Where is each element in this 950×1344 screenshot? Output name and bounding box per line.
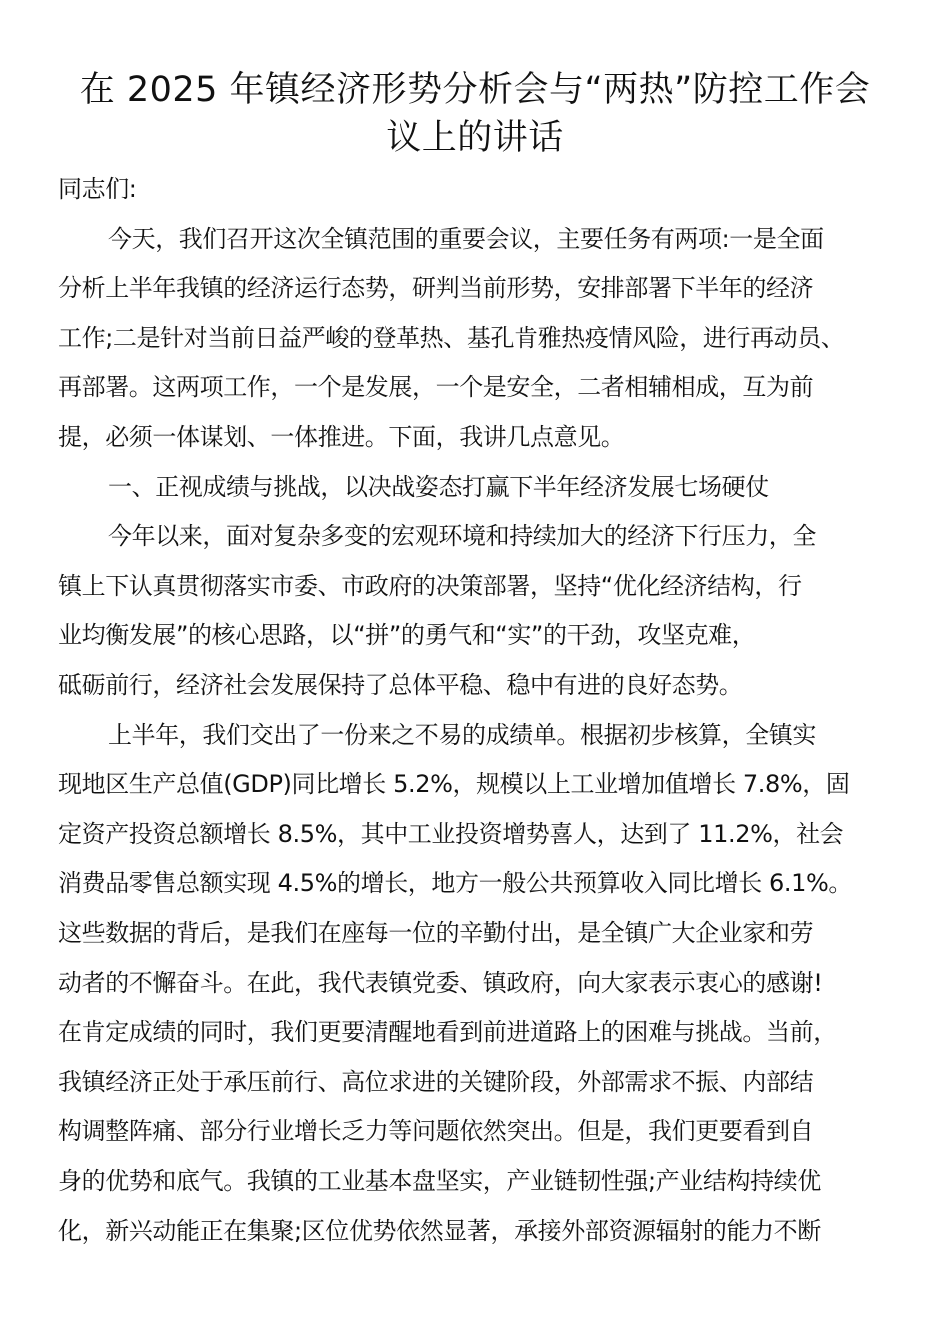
body-line: 今天，我们召开这次全镇范围的重要会议，主要任务有两项:一是全面 (108, 225, 824, 253)
body-line: 业均衡发展”的核心思路，以“拼”的勇气和“实”的干劲，攻坚克难， (58, 621, 756, 649)
section-heading: 一、正视成绩与挑战，以决战姿态打赢下半年经济发展七场硬仗 (108, 473, 769, 501)
body-line: 我镇经济正处于承压前行、高位求进的关键阶段，外部需求不振、内部结 (58, 1068, 814, 1096)
body-line: 现地区生产总值(GDP)同比增长 5.2%，规模以上工业增加值增长 7.8%，固 (58, 770, 850, 798)
body-line: 定资产投资总额增长 8.5%，其中工业投资增势喜人，达到了 11.2%，社会 (58, 820, 844, 848)
title-line-1: 在 2025 年镇经济形势分析会与“两热”防控工作会 (79, 70, 871, 110)
body-line: 动者的不懈奋斗。在此，我代表镇党委、镇政府，向大家表示衷心的感谢! (58, 969, 823, 997)
body-line: 提，必须一体谋划、一体推进。下面，我讲几点意见。 (58, 423, 625, 451)
body-line: 构调整阵痛、部分行业增长乏力等问题依然突出。但是，我们更要看到自 (58, 1117, 814, 1145)
body-line: 化，新兴动能正在集聚;区位优势依然显著，承接外部资源辐射的能力不断 (58, 1217, 821, 1245)
body-line: 工作;二是针对当前日益严峻的登革热、基孔肯雅热疫情风险，进行再动员、 (58, 324, 845, 352)
body-line: 镇上下认真贯彻落实市委、市政府的决策部署，坚持“优化经济结构，行 (58, 572, 802, 600)
body-line: 在肯定成绩的同时，我们更要清醒地看到前进道路上的困难与挑战。当前， (58, 1018, 837, 1046)
body-line: 今年以来，面对复杂多变的宏观环境和持续加大的经济下行压力，全 (108, 522, 816, 550)
body-line: 分析上半年我镇的经济运行态势，研判当前形势，安排部署下半年的经济 (58, 274, 814, 302)
body-line: 上半年，我们交出了一份来之不易的成绩单。根据初步核算，全镇实 (108, 721, 816, 749)
body-line: 消费品零售总额实现 4.5%的增长，地方一般公共预算收入同比增长 6.1%。 (58, 869, 853, 897)
body-line: 身的优势和底气。我镇的工业基本盘坚实，产业链韧性强;产业结构持续优 (58, 1167, 821, 1195)
body-line: 再部署。这两项工作，一个是发展，一个是安全，二者相辅相成，互为前 (58, 373, 814, 401)
body-line: 砥砺前行，经济社会发展保持了总体平稳、稳中有进的良好态势。 (58, 671, 743, 699)
salutation: 同志们: (58, 175, 137, 203)
title-line-2: 议上的讲话 (386, 118, 564, 158)
body-line: 这些数据的背后，是我们在座每一位的辛勤付出，是全镇广大企业家和劳 (58, 919, 814, 947)
